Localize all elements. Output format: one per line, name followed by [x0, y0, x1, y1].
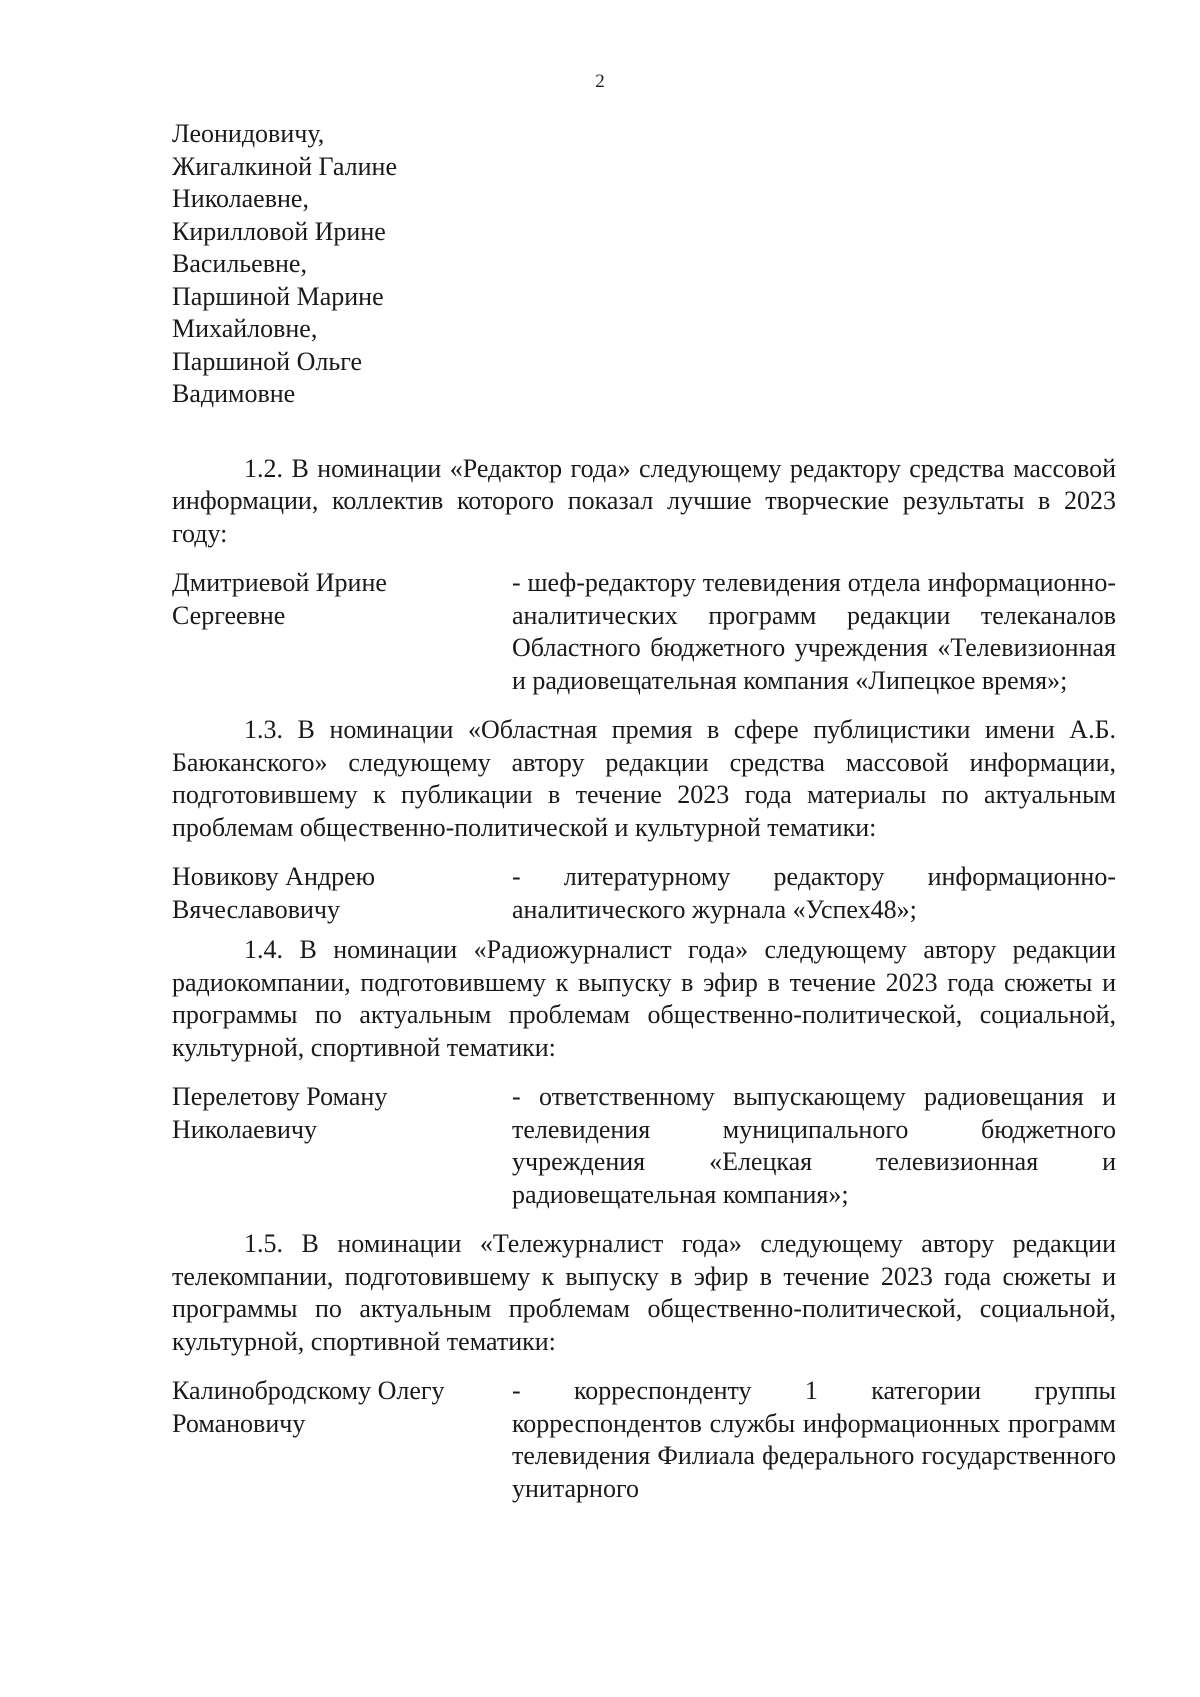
recipient-line: Вадимовне [172, 379, 296, 408]
awardee-position: - шеф-редактору телевидения отдела информационно-аналитических программ редакции телеканалов Областного бюджетного учреждения «Телевизионная и радиовещательная компания «Липецкое время»; [512, 568, 1116, 695]
recipient-line: Паршиной Марине [172, 281, 384, 311]
awardee-name [172, 861, 512, 926]
recipient-line: Леонидовичу, [172, 119, 325, 148]
awardee-position: - корреспонденту 1 категории группы корреспондентов службы информационных программ телевидения Филиала федерального государственного унитарного [512, 1376, 1116, 1503]
awardee-name [172, 567, 512, 632]
awardee-patronymic: Николаевичу [172, 1114, 317, 1144]
recipient-line: Васильевне, [172, 249, 307, 278]
awardee-surname-first-name: Дмитриевой Ирине [172, 568, 387, 597]
recipient-line: Михайловне, [172, 314, 318, 343]
awardee-name [172, 1081, 512, 1146]
awardee-position: - литературному редактору информационно-аналитического журнала «Успех48»; [512, 862, 1116, 924]
awardee-surname-first-name: Новикову Андрею [172, 862, 376, 891]
recipients-list-continued [172, 118, 1116, 411]
awardee-position: - ответственному выпускающему радиовещания и телевидения муниципального бюджетного учреждения «Елецкая телевизионная и радиовещательная компания»; [512, 1082, 1116, 1209]
awardee-patronymic: Сергеевне [172, 600, 286, 630]
awardee-name [172, 1375, 512, 1440]
award-entry [172, 861, 1116, 926]
section-1-3-paragraph: 1.3. В номинации «Областная премия в сфере публицистики имени А.Б. Баюканского» следующему автору редакции средства массовой информации, подготовившему к публикации в течение 2023 года материалы по актуальным проблемам общественно-политической и культурной тематики: [172, 715, 1116, 842]
document-body [172, 118, 1116, 1505]
recipient-line: Жигалкиной Галине [172, 151, 397, 181]
page-number: 2 [595, 71, 605, 92]
recipient-line: Кирилловой Ирине [172, 216, 386, 246]
awardee-surname-first-name: Перелетову Роману [172, 1082, 388, 1111]
awardee-patronymic: Вячеславовичу [172, 894, 340, 924]
award-entry [172, 1375, 1116, 1505]
section-1-2-paragraph: 1.2. В номинации «Редактор года» следующему редактору средства массовой информации, коллектив которого показал лучшие творческие результаты в 2023 году: [172, 453, 1116, 548]
section-1-4-paragraph: 1.4. В номинации «Радиожурналист года» следующему автору редакции радиокомпании, подготовившему к выпуску в эфир в течение 2023 года сюжеты и программы по актуальным проблемам общественно-политической, социальной, культурной, спортивной тематики: [172, 935, 1116, 1062]
award-entry [172, 1081, 1116, 1211]
awardee-surname-first-name: Калинобродскому Олегу [172, 1376, 445, 1405]
awardee-patronymic: Романовичу [172, 1408, 306, 1438]
award-entry [172, 567, 1116, 697]
section-1-5-paragraph: 1.5. В номинации «Тележурналист года» следующему автору редакции телекомпании, подготовившему к выпуску в эфир в течение 2023 года сюжеты и программы по актуальным проблемам общественно-политической, социальной, культурной, спортивной тематики: [172, 1229, 1116, 1356]
recipient-line: Николаевне, [172, 184, 309, 213]
recipient-line: Паршиной Ольге [172, 346, 363, 376]
